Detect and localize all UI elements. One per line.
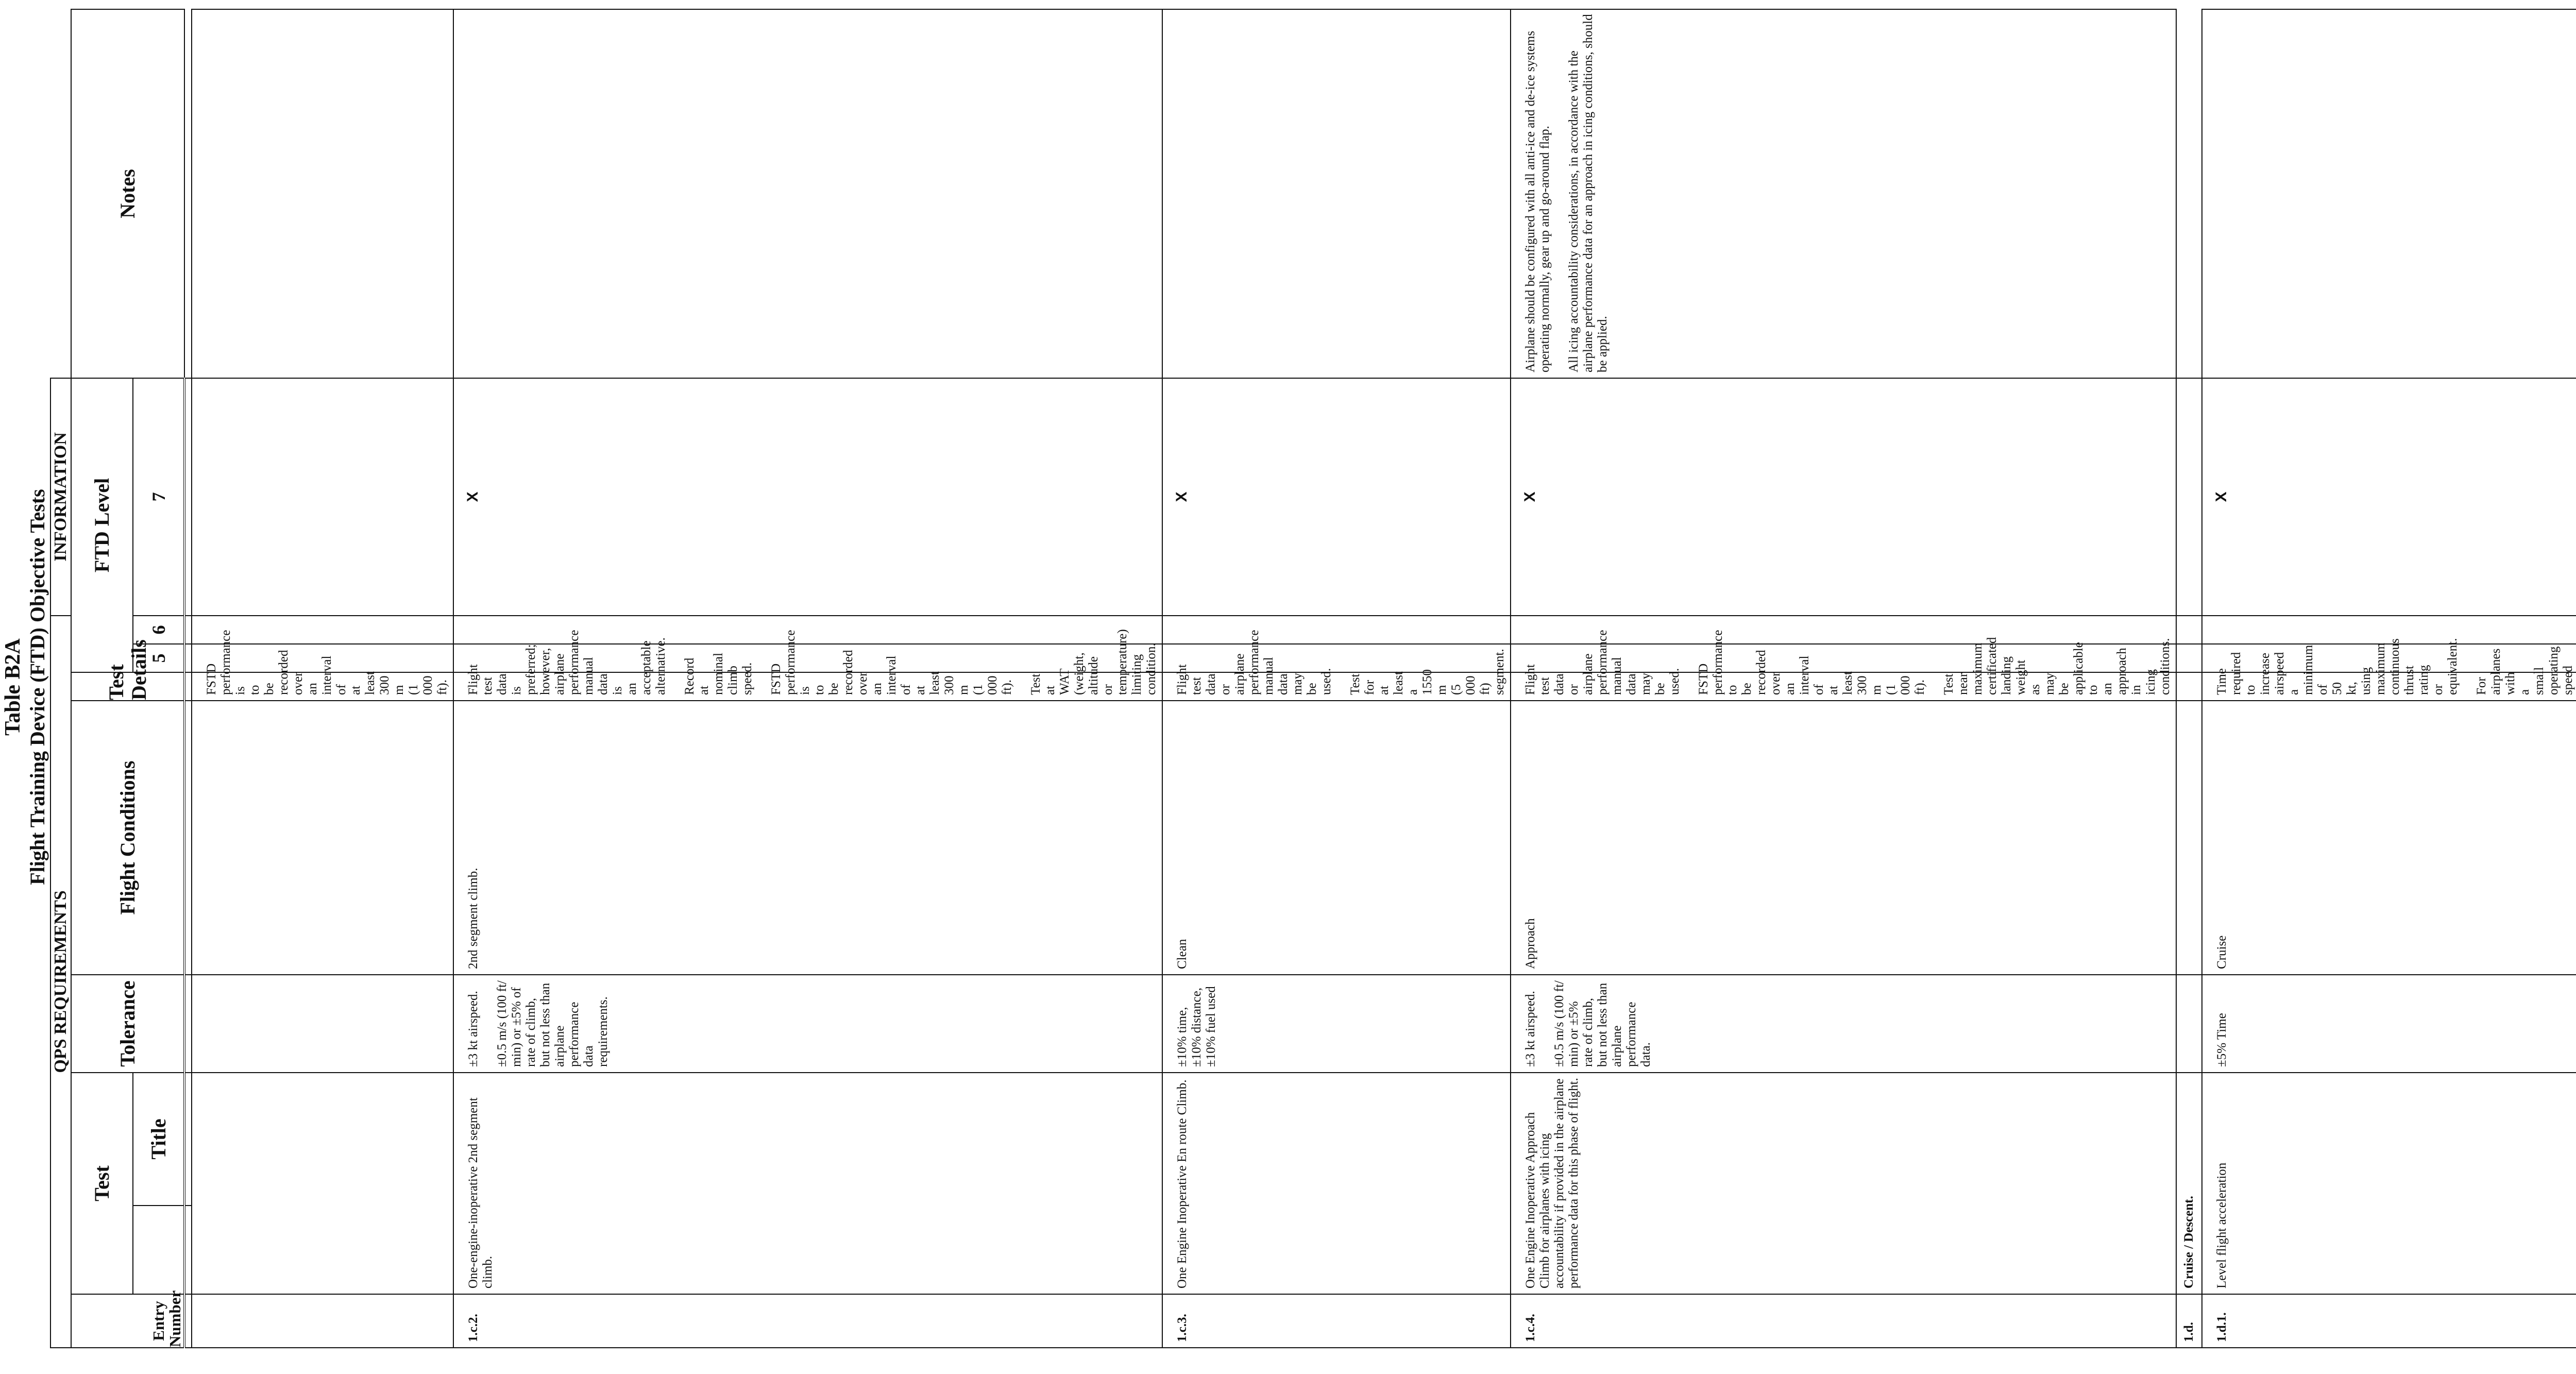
entry-number-header-spacer [71,1294,133,1348]
empty-cell [2176,616,2202,644]
notes [453,9,1162,378]
empty-cell [2176,378,2202,616]
header-divider-cell [184,1073,192,1206]
ftd-level-6-header: 6 [133,616,184,644]
flight-conditions: Cruise [2202,701,2576,975]
table-row [1511,9,2176,1348]
header-divider-cell [184,975,192,1073]
tolerance-paragraph: ±10% time, ±10% distance, ±10% fuel used [1175,986,1218,1067]
table-row [2202,9,2576,1348]
tolerance-paragraph: ±5% Time [2215,1013,2229,1067]
notes [1162,9,1511,378]
notes-paragraph: Airplane should be configured with all anti-ice and de-ice systems operating normally, gear up and go-around flap. [1523,30,1552,372]
ftd-level-header: FTD Level [71,378,133,672]
tolerance [1162,975,1511,1073]
test-details-paragraph: Flight test data or airplane performance manual data may be used. [1523,630,1682,695]
notes [2202,9,2576,378]
tolerance [192,975,453,1073]
test-title: One-engine-inoperative 2nd segment climb. [453,1073,1162,1294]
header-divider-cell [184,701,192,975]
notes-paragraph: All icing accountability considerations, in accordance with the airplane performance data for an approach in icing conditions, should be applied. [1567,14,1609,372]
flight-conditions: 2nd segment climb. [453,701,1162,975]
ftd-level-7-mark: X [1511,378,2176,616]
test-header: Test [71,1073,133,1294]
empty-cell [2176,975,2202,1073]
notes-header: Notes [71,9,184,378]
flight-conditions-header: Flight Conditions [71,701,184,975]
entry-number: 1.c.2. [453,1294,1162,1348]
header-divider-cell [184,672,192,701]
test-details-paragraph: FSTD performance is to be recorded over an interval of at least 300 m (1 000 ft). [769,630,1014,695]
empty-cell [2176,672,2202,701]
test-details-header: Test Details [71,672,184,701]
title-header: Title [133,1073,184,1206]
ftd-level-6-mark [453,616,1162,644]
entry-number: 1.d. [2176,1294,2202,1348]
test-header-blank [133,1206,184,1294]
header-divider-cell [184,1206,192,1294]
test-details [453,629,1162,701]
table-title: Table B2A [1,638,25,736]
test-details-paragraph: Flight test data or airplane performance manual data may be used. [1175,630,1333,695]
entry-number: 1.d.1. [2202,1294,2576,1348]
table-row [2176,9,2202,1348]
entry-number-header: Entry Number [133,1294,184,1348]
ftd-level-5-header: 5 [133,644,184,672]
tolerance [2202,975,2576,1073]
test-details-paragraph: Flight test data is preferred; however, airplane performance manual data is an acceptable alternative. [466,630,668,695]
tolerance-header: Tolerance [71,975,184,1073]
tolerance-paragraph: ±0.5 m/s (100 ft/ min) or ±5% of rate of climb, but not less than airplane performance data requirements. [495,980,610,1067]
header-divider-cell [184,378,192,616]
empty-cell [2176,644,2202,672]
information-header: INFORMATION [50,378,71,616]
test-details [2202,638,2576,701]
notes [1511,9,2176,378]
ftd-level-7-mark [192,378,453,616]
test-details-paragraph: For airplanes with a small operating speed [2475,646,2575,695]
tolerance-paragraph: ±3 kt airspeed. [1523,991,1537,1067]
ftd-level-6-mark [1162,616,1511,644]
test-title: One Engine Inoperative Approach Climb for airplanes with icing accountability if provided in the airplane performance data for this phase of flight. [1511,1073,2176,1294]
flight-conditions [192,701,453,975]
entry-number: 1.c.4. [1511,1294,2176,1348]
tolerance [1511,975,2176,1073]
objective-tests-table [50,9,2576,1348]
test-title: One Engine Inoperative En route Climb. [1162,1073,1511,1294]
flight-conditions: Approach [1511,701,2176,975]
test-details [1511,630,2176,701]
tolerance [453,975,1162,1073]
qps-requirements-header: QPS REQUIREMENTS [50,616,71,1348]
table-row [453,9,1162,1348]
tolerance-paragraph: ±3 kt airspeed. [466,991,480,1067]
ftd-level-7-header: 7 [133,378,184,616]
notes [192,9,453,378]
test-details-paragraph: Test near maximum certificated landing weight as may be applicable to an approach in icing conditions. [1942,637,2172,695]
header-divider-cell [184,644,192,672]
ftd-level-6-mark [1511,616,2176,644]
ftd-level-7-mark: X [453,378,1162,616]
test-details [192,630,453,701]
test-details-paragraph: Test for at least a 1550 m (5 000 ft) segment. [1348,649,1506,695]
header-divider-cell [184,616,192,644]
table-subtitle: Flight Training Device (FTD) Objective Tests [26,489,49,885]
ftd-level-7-mark: X [2202,378,2576,616]
entry-number [192,1294,453,1348]
test-details-paragraph: FSTD performance is to be recorded over an interval of at least 300 m (1 000 ft). [205,630,449,695]
flight-conditions: Clean [1162,701,1511,975]
test-details-paragraph: Record at nominal climb speed. [683,653,754,695]
test-title [192,1073,453,1294]
table-row [192,9,453,1348]
ftd-level-5-mark [1162,644,1511,672]
tolerance-paragraph: ±0.5 m/s (100 ft/ min) or ±5% rate of climb, but not less than airplane performance data. [1552,980,1653,1067]
section-title: Cruise / Descent. [2176,1073,2202,1294]
ftd-level-7-mark: X [1162,378,1511,616]
header-divider-cell [184,1294,192,1348]
test-details-paragraph: Test at WAT (weight, altitude or temperature) limiting condition. [1029,629,1158,695]
empty-cell [2176,701,2202,975]
test-details-paragraph: Time required to increase airspeed a minimum of 50 kt, using maximum continuous thrust rating or equivalent. [2215,638,2460,695]
test-details [1162,630,1511,701]
table-row [1162,9,1511,1348]
test-details-paragraph: FSTD performance to be recorded over an interval of at least 300 m (1 000 ft). [1697,630,1927,695]
test-title: Level flight acceleration [2202,1073,2576,1294]
entry-number: 1.c.3. [1162,1294,1511,1348]
